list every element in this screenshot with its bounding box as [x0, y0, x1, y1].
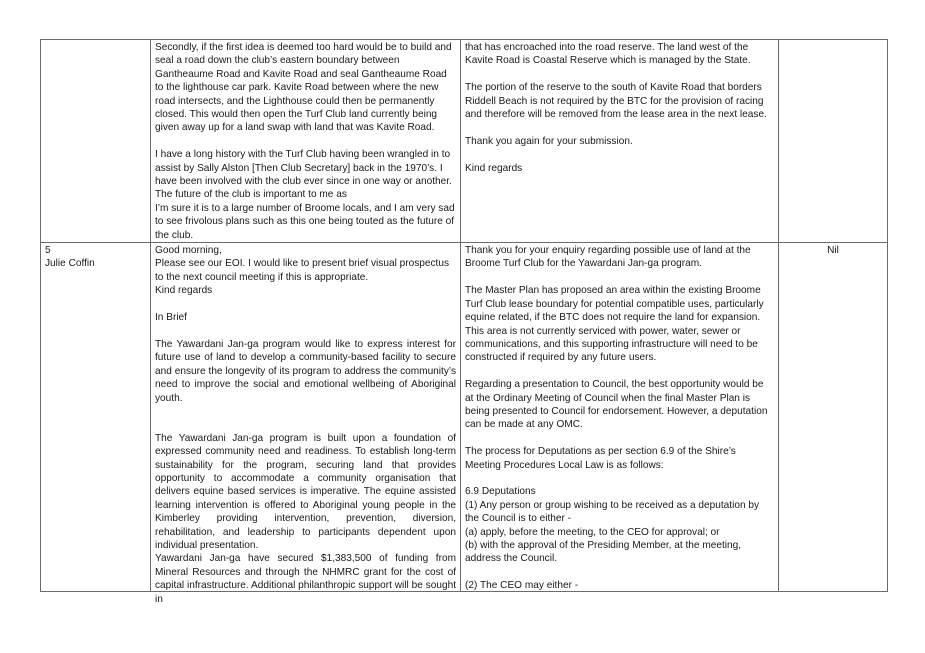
- table-row: [41, 40, 888, 243]
- modification-value: Nil: [827, 245, 839, 257]
- submitter-name: Julie Coffin: [45, 258, 95, 270]
- response-paragraph: Kind regards: [465, 162, 523, 174]
- response-paragraph: (2) The CEO may either -: [465, 580, 579, 592]
- submitter-cell: [41, 243, 151, 592]
- modification-cell: [779, 40, 888, 243]
- submission-number: 5: [45, 245, 51, 257]
- submission-paragraph: The Yawardani Jan-ga program is built upon a foundation of expressed community need and readiness. To establish long-term sustainability for the program, securing land that provides opportunity to accommodate a community organisation that delivers equine based services is imperative. The equine assisted learning intervention is offered to Aboriginal young people in the Kimberley providing intervention, prevention, diversion, rehabilitation, and leadership to participants dependent upon individual presentation.: [155, 432, 456, 551]
- response-paragraph: Thank you again for your submission.: [465, 135, 633, 147]
- response-paragraph: The Master Plan has proposed an area within the existing Broome Turf Club lease boundary for potential compatible uses, particularly equine related, if the BTC does not require the land for expansion. This area is not currently serviced with power, water, sewer or communications, and this supporting infrastructure will need to be constructed if required by any future users.: [465, 285, 764, 364]
- submission-paragraph: Secondly, if the first idea is deemed too hard would be to build and seal a road down the club’s eastern boundary between Gantheaume Road and Kavite Road and seal Gantheaume Road to the lighthouse car park. Kavite Road between where the new road intersects, and the Lighthouse could then be permanently closed. This would then open the Turf Club land currently being given away up for a land swap with land that was Kavite Road.: [155, 42, 452, 134]
- submission-cell: [151, 40, 461, 243]
- table-row: [41, 243, 888, 592]
- response-paragraph: Thank you for your enquiry regarding possible use of land at the Broome Turf Club for the Yawardani Jan-ga program.: [465, 245, 751, 270]
- response-cell: [461, 243, 779, 592]
- submitter-cell: [41, 40, 151, 243]
- submission-heading: In Brief: [155, 312, 187, 324]
- submission-paragraph: Please see our EOI. I would like to present brief visual prospectus to the next council meeting if this is appropriate.: [155, 258, 449, 283]
- response-paragraph: The process for Deputations as per section 6.9 of the Shire’s Meeting Procedures Local Law is as follows:: [465, 446, 736, 471]
- response-paragraph: Regarding a presentation to Council, the best opportunity would be at the Ordinary Meeting of Council when the final Master Plan is being presented to Council for endorsement. However, a deputation can be made at any OMC.: [465, 379, 768, 431]
- submission-paragraph: Yawardani Jan-ga have secured $1,383,500 of funding from Mineral Resources and through the NHMRC grant for the cost of capital infrastructure. Additional philanthropic support will be sought in: [155, 553, 456, 605]
- submission-paragraph: Kind regards: [155, 285, 213, 297]
- response-heading: 6.9 Deputations: [465, 486, 536, 498]
- submission-paragraph: I have a long history with the Turf Club having been wrangled in to assist by Sally Alston [Then Club Secretary] back in the 1970’s. I have been involved with the club ever since in one way or another.: [155, 149, 452, 188]
- response-paragraph: (1) Any person or group wishing to be received as a deputation by the Council is to either -: [465, 499, 760, 525]
- response-paragraph: that has encroached into the road reserve. The land west of the Kavite Road is Coastal Reserve which is managed by the State.: [465, 42, 751, 67]
- response-paragraph: (a) apply, before the meeting, to the CEO for approval; or: [465, 526, 720, 538]
- submission-paragraph: The future of the club is important to me as: [155, 189, 347, 201]
- submission-paragraph: The Yawardani Jan-ga program would like to express interest for future use of land to develop a community-based facility to secure and ensure the longevity of its program to address the community’s need to improve the social and emotional wellbeing of Aboriginal youth.: [155, 338, 456, 404]
- submissions-table: [40, 39, 888, 605]
- modification-cell: [779, 243, 888, 592]
- response-paragraph: The portion of the reserve to the south of Kavite Road that borders Riddell Beach is not required by the BTC for the provision of racing and therefore will be removed from the lease area in the next lease.: [465, 82, 767, 121]
- submission-paragraph: Good morning,: [155, 245, 222, 257]
- response-paragraph: (b) with the approval of the Presiding Member, at the meeting, address the Council.: [465, 539, 742, 565]
- submission-paragraph: I’m sure it is to a large number of Broome locals, and I am very sad to see frivolous plans such as this one being touted as the future of the club.: [155, 202, 455, 241]
- response-cell: [461, 40, 779, 243]
- submission-cell: [151, 243, 461, 605]
